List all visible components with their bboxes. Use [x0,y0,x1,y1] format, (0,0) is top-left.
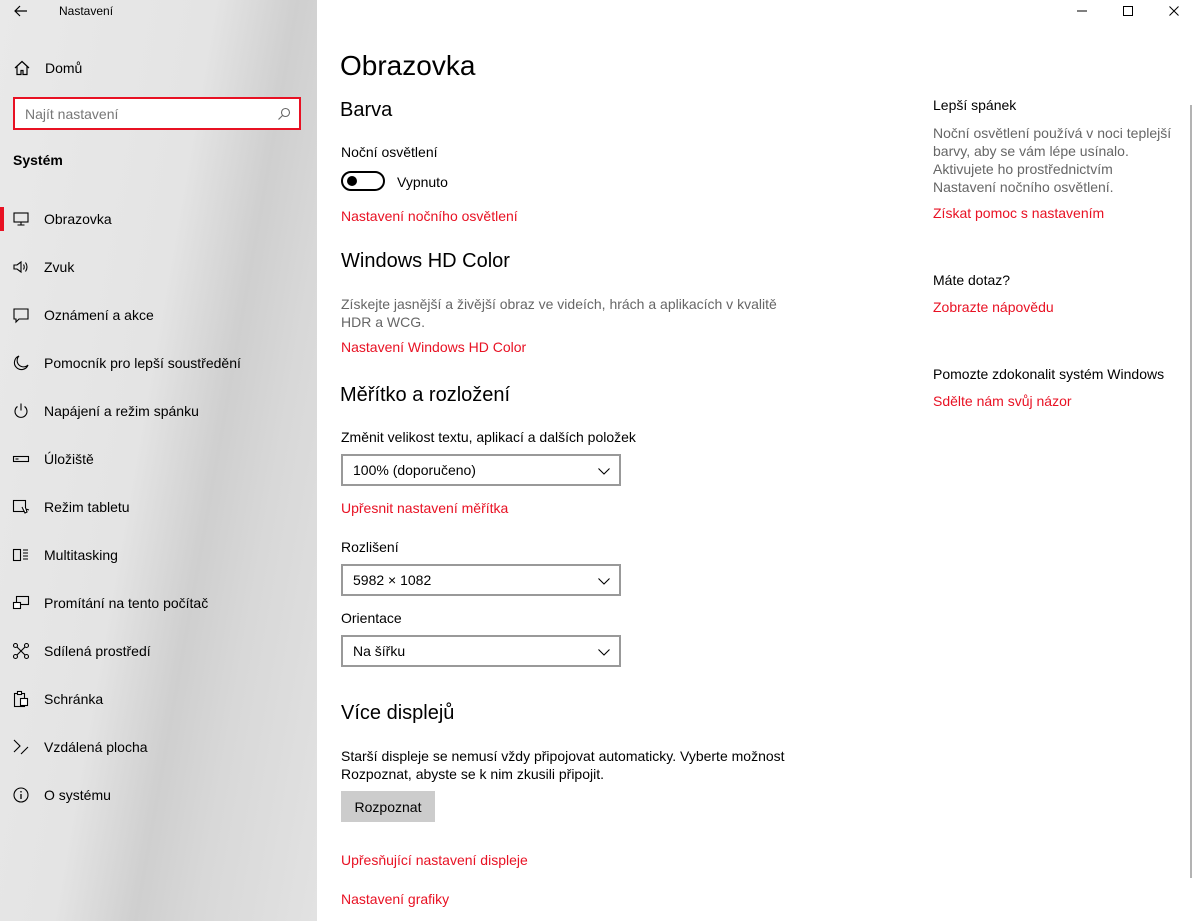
home-icon [13,59,31,77]
sidebar-item-label: Multitasking [44,547,118,563]
advanced-scaling-link[interactable]: Upřesnit nastavení měřítka [341,500,509,516]
back-button[interactable] [8,0,34,22]
scrollbar[interactable] [1190,105,1192,878]
power-icon [12,402,30,420]
sidebar-nav [0,195,317,819]
orientation-value: Na šířku [353,643,406,659]
title-bar [0,0,317,22]
sidebar-item-schranka[interactable] [0,675,317,723]
remote-desktop-icon [12,738,30,756]
multitasking-icon [12,546,30,564]
show-help-link[interactable]: Zobrazte nápovědu [933,299,1054,315]
page-title: Obrazovka [340,50,476,81]
sidebar-section-title: Systém [13,152,63,168]
search-box[interactable] [13,97,301,130]
resolution-dropdown[interactable] [341,564,621,596]
storage-icon [12,450,30,468]
sidebar-item-oznameni[interactable] [0,291,317,339]
hdr-heading: Windows HD Color [341,250,510,272]
scale-label: Změnit velikost textu, aplikací a dalších položek [341,429,636,445]
sidebar-item-label: Pomocník pro lepší soustředění [44,355,241,371]
night-light-settings-link[interactable]: Nastavení nočního osvětlení [341,208,518,224]
sidebar-item-label: Promítání na tento počítač [44,595,209,611]
shared-experiences-icon [12,642,30,660]
sidebar-item-label: Sdílená prostředí [44,643,151,659]
selected-indicator [0,207,4,231]
sidebar-item-label: O systému [44,787,111,803]
chevron-down-icon [597,464,611,478]
home-nav-item[interactable] [0,54,317,82]
night-light-state: Vypnuto [397,174,448,190]
sidebar-item-obrazovka[interactable] [0,195,317,243]
main-content [317,0,1194,921]
sidebar-item-label: Obrazovka [44,211,112,227]
clipboard-icon [12,690,30,708]
hdr-settings-link[interactable]: Nastavení Windows HD Color [341,339,527,355]
notification-icon [12,306,30,324]
home-label: Domů [45,60,83,76]
sidebar-item-napajeni[interactable] [0,387,317,435]
toggle-knob [347,176,357,186]
sidebar-item-tablet[interactable] [0,483,317,531]
sidebar-item-zvuk[interactable] [0,243,317,291]
color-heading: Barva [340,99,393,121]
sleep-title: Lepší spánek [933,97,1017,113]
advanced-display-link[interactable]: Upřesňující nastavení displeje [341,852,528,868]
sidebar-item-label: Oznámení a akce [44,307,154,323]
sidebar-item-label: Režim tabletu [44,499,130,515]
tablet-mode-icon [12,498,30,516]
sidebar-item-sdilena[interactable] [0,627,317,675]
sidebar-item-multitasking[interactable] [0,531,317,579]
sidebar-item-uloziste[interactable] [0,435,317,483]
sidebar-item-label: Schránka [44,691,104,707]
sidebar-item-label: Vzdálená plocha [44,739,148,755]
multi-display-heading: Více displejů [341,702,455,724]
scale-heading: Měřítko a rozložení [340,384,511,406]
search-icon[interactable] [277,107,291,121]
sidebar-item-label: Úložiště [44,451,94,467]
sidebar-item-promitani[interactable] [0,579,317,627]
sidebar-item-soustredeni[interactable] [0,339,317,387]
orientation-label: Orientace [341,610,402,626]
sidebar-item-vzdalena[interactable] [0,723,317,771]
chevron-down-icon [597,574,611,588]
resolution-value: 5982 × 1082 [353,572,432,588]
sleep-help-link[interactable]: Získat pomoc s nastavením [933,205,1105,221]
info-icon [12,786,30,804]
graphics-settings-link[interactable]: Nastavení grafiky [341,891,450,907]
sidebar-item-label: Zvuk [44,259,75,275]
back-arrow-icon [14,5,28,17]
feedback-link[interactable]: Sdělte nám svůj názor [933,393,1072,409]
hdr-description: Získejte jasnější a živější obraz ve videích, hrách a aplikacích v kvalitě HDR a WCG. [341,296,777,330]
sleep-description: Noční osvětlení používá v noci teplejší barvy, aby se vám lépe usínalo. Aktivujete ho prostřednictvím Nastavení nočního osvětlení. [933,125,1172,195]
sidebar-item-label: Napájení a režim spánku [44,403,199,419]
sidebar-item-o-systemu[interactable] [0,771,317,819]
scale-value: 100% (doporučeno) [353,462,476,478]
app-title: Nastavení [59,4,114,18]
monitor-icon [12,210,30,228]
scale-dropdown[interactable] [341,454,621,486]
multi-display-description: Starší displeje se nemusí vždy připojovat automaticky. Vyberte možnost Rozpoznat, abyste se k nim zkusili připojit. [341,748,785,782]
night-light-toggle[interactable] [341,171,385,191]
question-title: Máte dotaz? [933,272,1011,288]
projecting-icon [12,594,30,612]
orientation-dropdown[interactable] [341,635,621,667]
chevron-down-icon [597,645,611,659]
search-input[interactable] [25,105,265,123]
night-light-label: Noční osvětlení [341,144,438,160]
sidebar [0,0,317,921]
resolution-label: Rozlišení [341,539,399,555]
moon-icon [12,354,30,372]
feedback-title: Pomozte zdokonalit systém Windows [933,366,1165,382]
detect-button[interactable]: Rozpoznat [341,791,435,822]
speaker-icon [12,258,30,276]
